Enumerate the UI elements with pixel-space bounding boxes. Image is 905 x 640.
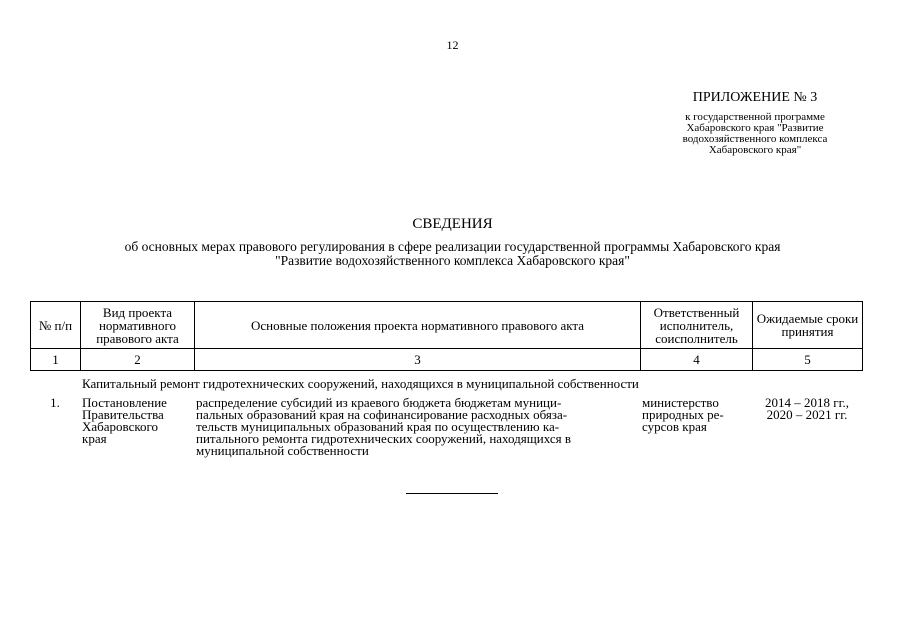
document-subtitle-line: об основных мерах правового регулирования в сфере реализации государственной программы Хабаровского края: [124, 239, 781, 254]
appendix-block: [640, 90, 870, 156]
row-number: 1.: [50, 395, 60, 410]
row-act-type: [80, 397, 194, 457]
column-number-cell: 4: [641, 349, 753, 371]
act-type-line: края: [82, 431, 107, 446]
provisions-line: пальных образований края на софинансирование расходных обяза-: [196, 407, 568, 422]
document-heading: [0, 215, 905, 268]
header-row: [31, 302, 863, 349]
measures-table-header: [30, 301, 863, 371]
page-number: 12: [446, 38, 459, 52]
act-type-line: Постановление: [82, 395, 167, 410]
executor-line: сурсов края: [642, 419, 707, 434]
terms-line: 2020 – 2021 гг.: [766, 407, 848, 422]
provisions-line: муниципальной собственности: [196, 443, 369, 458]
appendix-line: Хабаровского края": [708, 144, 802, 156]
row-terms: [752, 397, 862, 457]
executor-line: министерство: [642, 395, 719, 410]
provisions-line: тельств муниципальных образований края по осуществлению ка-: [196, 419, 560, 434]
column-number-cell: 2: [81, 349, 195, 371]
row-executor: [640, 397, 752, 457]
end-rule: [406, 493, 498, 494]
appendix-title: ПРИЛОЖЕНИЕ № 3: [692, 90, 818, 105]
column-number-row: [31, 349, 863, 371]
column-number-cell: 5: [753, 349, 863, 371]
act-type-line: Хабаровского: [82, 419, 159, 434]
header-cell-terms: Ожидаемые сроки принятия: [753, 302, 863, 349]
document-subtitle-line: "Развитие водохозяйственного комплекса Хабаровского края": [275, 253, 630, 268]
column-number-cell: 3: [195, 349, 641, 371]
act-type-line: Правительства: [82, 407, 164, 422]
header-cell-number: № п/п: [31, 302, 81, 349]
row-provisions: [194, 397, 640, 457]
appendix-line: Хабаровского края "Развитие: [686, 122, 824, 134]
provisions-line: питального ремонта гидротехнических сооружений, находящихся в: [196, 431, 571, 446]
header-cell-act-type: Вид проекта нормативного правового акта: [81, 302, 195, 349]
header-cell-provisions: Основные положения проекта нормативного правового акта: [195, 302, 641, 349]
column-number-cell: 1: [31, 349, 81, 371]
section-title: Капитальный ремонт гидротехнических сооружений, находящихся в муниципальной собственности: [82, 376, 639, 391]
provisions-line: распределение субсидий из краевого бюджета бюджетам муници-: [196, 395, 562, 410]
measures-table-body: [30, 397, 862, 457]
document-title: СВЕДЕНИЯ: [412, 216, 493, 232]
table-row: [30, 397, 862, 457]
header-cell-executor: Ответственный исполнитель, соисполнитель: [641, 302, 753, 349]
appendix-line: водохозяйственного комплекса: [682, 133, 828, 145]
appendix-line: к государственной программе: [685, 111, 825, 123]
executor-line: природных ре-: [642, 407, 724, 422]
terms-line: 2014 – 2018 гг.,: [765, 395, 849, 410]
